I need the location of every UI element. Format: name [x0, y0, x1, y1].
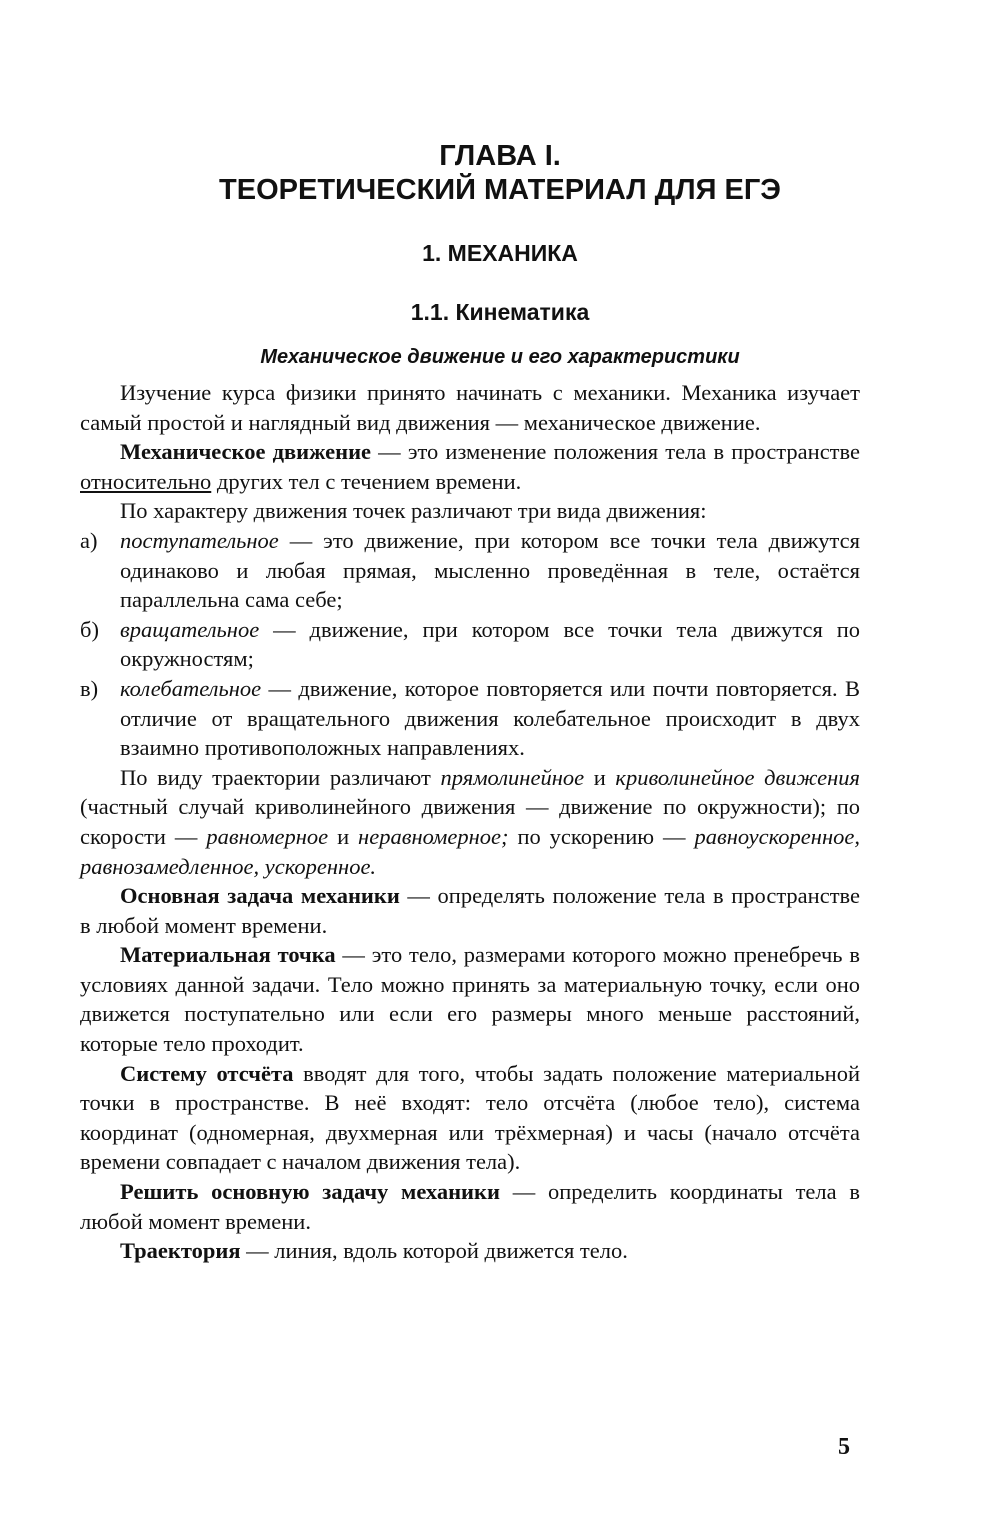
- definition-text: — определить координаты тела в любой момент времени.: [80, 1179, 860, 1234]
- paragraph-trajectory: [80, 1236, 860, 1266]
- term-rectilinear: прямолинейное: [440, 764, 585, 790]
- definition-text: — это изменение положения тела в пространстве: [371, 439, 860, 465]
- topic-title: Механическое движение и его характеристики: [260, 346, 740, 368]
- paragraph-material-point: [80, 940, 860, 1058]
- term-uniform: равномерное: [206, 823, 329, 849]
- list-item-text: — движение, которое повторяется или почти повторяется. В отличие от вращательного движения колебательное происходит в двух взаимно противоположных направлениях.: [120, 675, 860, 761]
- chapter-number: ГЛАВА I.: [439, 140, 561, 172]
- term-translational: поступательное: [120, 527, 279, 553]
- list-item: [80, 526, 860, 615]
- paragraph-motion-types: По характеру движения точек различают три вида движения:: [120, 498, 707, 524]
- list-item-text: — движение, при котором все точки тела движутся по окружностям;: [120, 616, 860, 672]
- paragraph-intro: Изучение курса физики принято начинать с механики. Механика изучает самый простой и наглядный вид движения — механическое движение.: [80, 380, 860, 435]
- term-reference-frame: Систему отсчёта: [120, 1060, 294, 1086]
- paragraph-trajectory-types: [80, 763, 860, 881]
- text-fragment: по ускорению —: [508, 823, 695, 849]
- subsection-title: 1.1. Кинематика: [410, 299, 590, 325]
- definition-text-end: других тел с течением времени.: [211, 468, 522, 494]
- term-acceleration-types: равноускоренное, равнозамедленное, ускоренное.: [80, 823, 860, 879]
- term-trajectory: Траектория: [120, 1238, 241, 1264]
- term-curvilinear: криволинейное движения: [615, 764, 860, 790]
- term-nonuniform: неравномерное;: [358, 823, 509, 849]
- text-fragment: По виду траектории различают: [120, 764, 441, 790]
- definition-text: вводят для того, чтобы задать положение материальной точки в пространстве. В неё входят: тело отсчёта (любое тело), система координат (одномерная, двухмерная или трёхмерная) и часы (начало отсчёта времени совпадает с началом движения тела).: [80, 1060, 860, 1175]
- term-rotational: вращательное: [120, 616, 260, 642]
- definition-text: — линия, вдоль которой движется тело.: [240, 1238, 628, 1264]
- underlined-word: относительно: [80, 468, 212, 494]
- definition-text: — это тело, размерами которого можно пренебречь в условиях данной задачи. Тело можно принять за материальную точку, если оно движется поступательно или если его размеры много меньше расстояний, которые тело проходит.: [80, 942, 860, 1057]
- list-item-text: — это движение, при котором все точки тела движутся одинаково и любая прямая, мысленно проведённая в теле, остаётся параллельна сама себе;: [120, 527, 860, 613]
- term-mechanical-motion: Механическое движение: [120, 439, 372, 465]
- definition-text: — определять положение тела в пространстве в любой момент времени.: [80, 883, 861, 938]
- paragraph-solve-task: [80, 1177, 860, 1236]
- paragraph-reference-frame: [80, 1059, 860, 1177]
- main-text: [80, 378, 860, 1266]
- paragraph-main-task: [80, 881, 860, 940]
- section-title: 1. МЕХАНИКА: [422, 240, 578, 266]
- list-marker: а): [80, 527, 98, 553]
- term-main-task: Основная задача механики: [120, 883, 400, 909]
- chapter-title: ТЕОРЕТИЧЕСКИЙ МАТЕРИАЛ ДЛЯ ЕГЭ: [219, 174, 781, 206]
- term-oscillatory: колебательное: [120, 675, 262, 701]
- list-item: [80, 674, 860, 763]
- term-solve-task: Решить основную задачу механики: [120, 1179, 500, 1205]
- text-fragment: (частный случай криволинейного движения — движение по окружности); по скорости —: [80, 794, 860, 849]
- paragraph-mechanical-motion: [80, 437, 860, 496]
- list-item: [80, 615, 860, 674]
- page-number: 5: [838, 1434, 850, 1460]
- list-marker: б): [80, 616, 99, 642]
- list-marker: в): [80, 675, 99, 701]
- term-material-point: Материальная точка: [120, 942, 336, 968]
- text-fragment: и: [584, 764, 616, 790]
- text-fragment: и: [328, 823, 359, 849]
